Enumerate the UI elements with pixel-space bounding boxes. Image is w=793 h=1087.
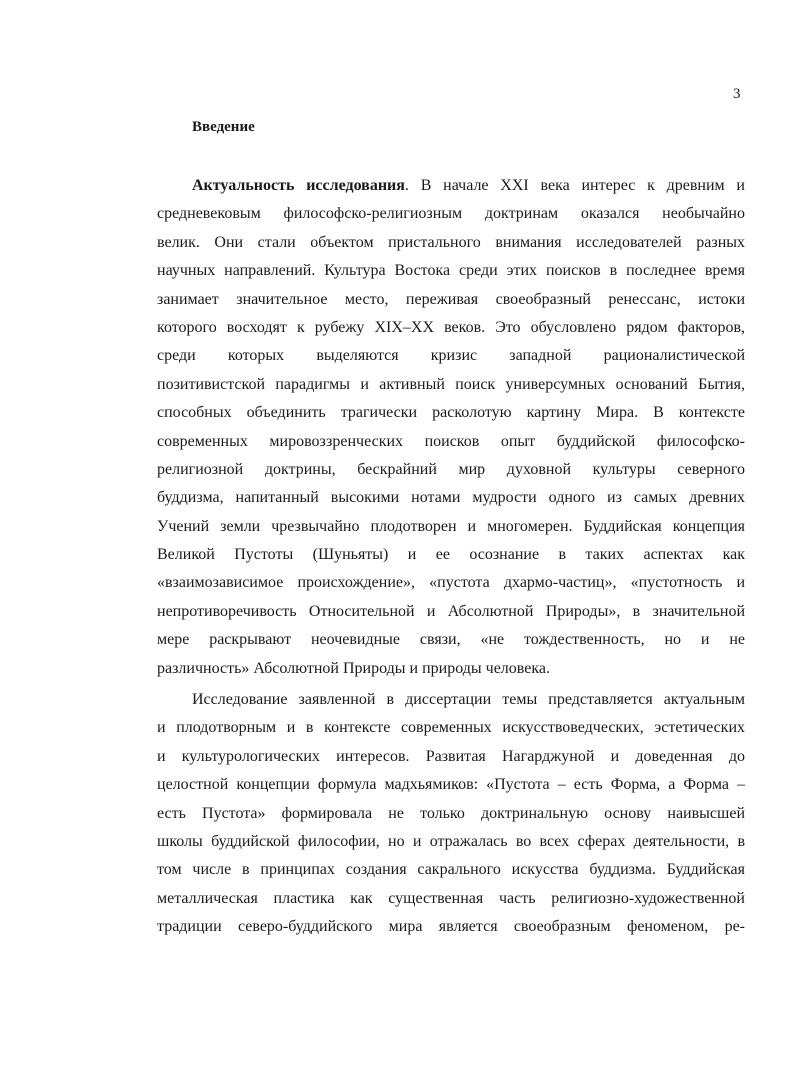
text-line: есть Пустота» формировала не только доктринальную основу наивысшей — [157, 804, 745, 822]
text-line: мере раскрывают неочевидные связи, «не тождественность, но и не — [157, 631, 745, 649]
text-line: Учений земли чрезвычайно плодотворен и многомерен. Буддийская концепция — [157, 517, 745, 535]
text-line: Великой Пустоты (Шуньяты) и ее осознание в таких аспектах как — [157, 546, 745, 564]
text-line: «взаимозависимое происхождение», «пустота дхармо-частиц», «пустотность и — [157, 574, 745, 592]
paragraph-research — [157, 686, 745, 942]
text-line: целостной концепции формула мадхьямиков: «Пустота – есть Форма, а Форма – — [157, 776, 745, 794]
text-line: непротиворечивость Относительной и Абсолютной Природы», в значительной — [157, 602, 745, 620]
text-line: буддизма, напитанный высокими нотами мудрости одного из самых древних — [157, 489, 745, 507]
paragraph-relevance — [157, 172, 745, 683]
text-line: современных мировоззренческих поисков опыт буддийской философско- — [157, 432, 745, 450]
text-line: традиции северо-буддийского мира является своеобразным феноменом, ре- — [157, 918, 745, 936]
text-line: Исследование заявленной в диссертации темы представляется актуальным — [192, 691, 745, 708]
text-line: средневековым философско-религиозным доктринам оказался необычайно — [157, 205, 745, 223]
text-line: религиозной доктрины, бескрайний мир духовной культуры северного — [157, 460, 745, 478]
text-line: научных направлений. Культура Востока среди этих поисков в последнее время — [157, 262, 745, 280]
text-line — [157, 172, 745, 200]
text-line: том числе в принципах создания сакрального искусства буддизма. Буддийская — [157, 861, 745, 879]
text-line: среди которых выделяются кризис западной рационалистической — [157, 347, 745, 365]
text-line: школы буддийской философии, но и отражалась во всех сферах деятельности, в — [157, 832, 745, 850]
text-line: позитивистской парадигмы и активный поиск универсумных оснований Бытия, — [157, 375, 745, 393]
text-line: различность» Абсолютной Природы и природы человека. — [157, 659, 550, 677]
lead-term: Актуальность исследования — [192, 177, 405, 194]
text-line: и плодотворным и в контексте современных искусствоведческих, эстетических — [157, 719, 745, 737]
text-fragment: . В начале XXI века интерес к древним и — [404, 177, 745, 194]
text-line: и культурологических интересов. Развитая Нагарджуной и доведенная до — [157, 747, 745, 765]
text-line: которого восходят к рубежу XIX–XX веков. Это обусловлено рядом факторов, — [157, 318, 745, 336]
section-heading: Введение — [192, 119, 255, 135]
text-line: велик. Они стали объектом пристального внимания исследователей разных — [157, 233, 745, 251]
text-line: занимает значительное место, переживая своеобразный ренессанс, истоки — [157, 290, 745, 308]
text-line: способных объединить трагически расколотую картину Мира. В контексте — [157, 404, 745, 422]
text-line: металлическая пластика как существенная часть религиозно-художественной — [157, 889, 745, 907]
page-number: 3 — [733, 86, 741, 102]
